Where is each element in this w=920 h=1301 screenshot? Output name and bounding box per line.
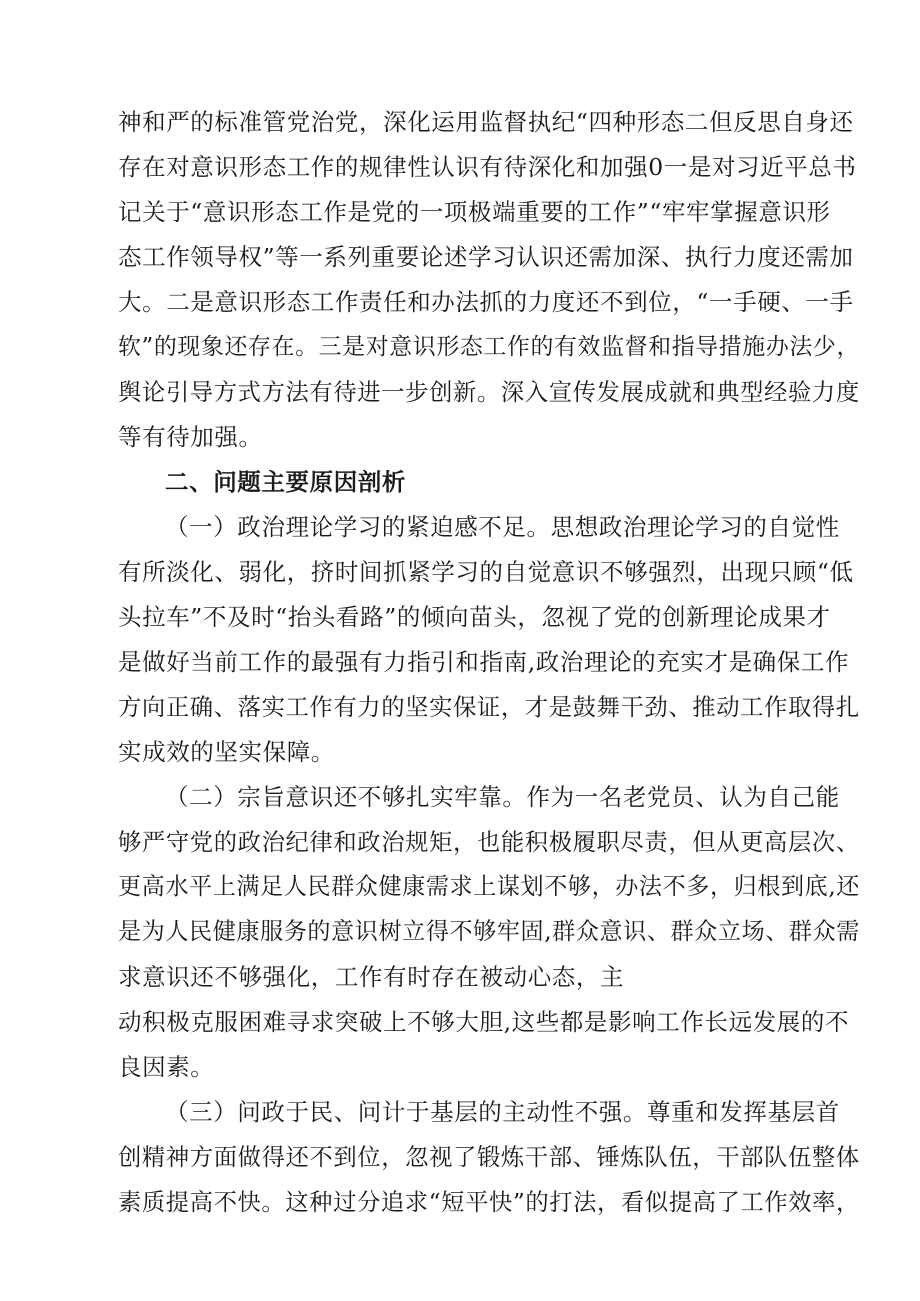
paragraph-line: 头拉车”不及时“抬头看路”的倾向苗头，忽视了党的创新理论成果才 — [118, 603, 831, 631]
paragraph-line: 大。二是意识形态工作责任和办法抓的力度还不到位，“一手硬、一手 — [118, 288, 854, 316]
section-heading: 二、问题主要原因剖析 — [165, 468, 406, 496]
paragraph-line: （一）政治理论学习的紧迫感不足。思想政治理论学习的自觉性 — [165, 513, 840, 541]
paragraph-line: 求意识还不够强化，工作有时存在被动心态，主 — [118, 963, 625, 991]
paragraph-line: 是做好当前工作的最强有力指引和指南,政治理论的充实才是确保工作 — [118, 648, 850, 676]
paragraph-line: 够严守党的政治纪律和政治规矩，也能积极履职尽责，但从更高层次、 — [118, 828, 860, 856]
paragraph-line: 态工作领导权”等一系列重要论述学习认识还需加深、执行力度还需加 — [118, 243, 854, 271]
paragraph-line: （三）问政于民、问计于基层的主动性不强。尊重和发挥基层首 — [165, 1098, 840, 1126]
paragraph-line: 方向正确、落实工作有力的坚实保证，才是鼓舞干劲、推动工作取得扎 — [118, 693, 860, 721]
paragraph-line: 存在对意识形态工作的规律性认识有待深化和加强0一是对习近平总书 — [118, 153, 857, 181]
paragraph-line: 实成效的坚实保障。 — [118, 738, 335, 766]
paragraph-line: 更高水平上满足人民群众健康需求上谋划不够，办法不多，归根到底,还 — [118, 874, 860, 900]
paragraph-line: （二）宗旨意识还不够扎实牢靠。作为一名老党员、认为自己能 — [165, 783, 840, 811]
paragraph-line: 创精神方面做得还不到位，忽视了锻炼干部、锤炼队伍，干部队伍整体 — [118, 1143, 860, 1171]
paragraph-line: 神和严的标准管党治党，深化运用监督执纪“四种形态二但反思自身还 — [118, 108, 854, 136]
paragraph-line: 软”的现象还存在。三是对意识形态工作的有效监督和指导措施办法少， — [118, 334, 860, 360]
paragraph-line: 良因素。 — [118, 1053, 215, 1081]
paragraph-line: 素质提高不快。这种过分追求“短平快”的打法，看似提高了工作效率， — [118, 1189, 860, 1216]
paragraph-line: 记关于“意识形态工作是党的一项极端重要的工作”“牢牢掌握意识形 — [118, 198, 831, 226]
paragraph-line: 有所淡化、弱化，挤时间抓紧学习的自觉意识不够强烈，出现只顾“低 — [118, 558, 854, 586]
paragraph-line: 舆论引导方式方法有待进一步创新。深入宣传发展成就和典型经验力度 — [118, 378, 860, 406]
paragraph-line: 等有待加强。 — [118, 423, 263, 451]
paragraph-line: 是为人民健康服务的意识树立得不够牢固,群众意识、群众立场、群众需 — [118, 919, 860, 945]
paragraph-line: 动积极克服困难寻求突破上不够大胆,这些都是影响工作长远发展的不 — [118, 1008, 850, 1036]
